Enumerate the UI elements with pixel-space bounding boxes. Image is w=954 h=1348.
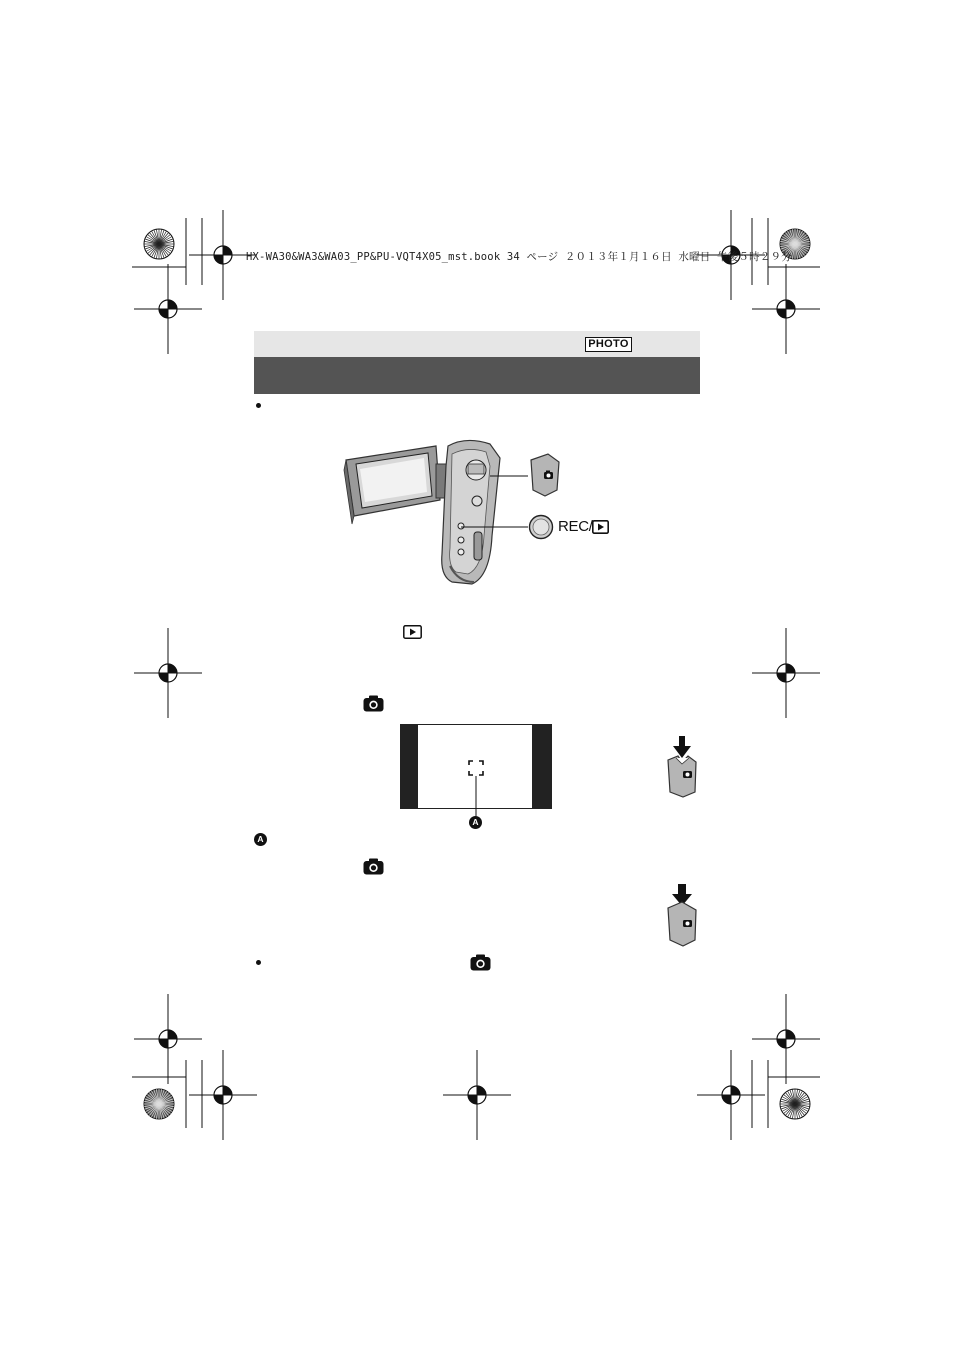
color-target	[780, 1089, 810, 1119]
callout-a-screen: A	[469, 816, 482, 829]
registration-crosshair	[443, 1050, 511, 1140]
full-press-illustration	[664, 884, 700, 948]
monitor-left-bar	[401, 725, 418, 808]
camera-icon	[363, 858, 384, 875]
callout-line	[474, 776, 478, 816]
registration-crosshair	[134, 994, 202, 1084]
camera-icon	[363, 695, 384, 712]
registration-crosshair	[752, 264, 820, 354]
shutter-button-closeup	[528, 452, 562, 498]
camera-icon	[470, 954, 491, 971]
registration-crosshair	[189, 1050, 257, 1140]
camera-illustration	[340, 436, 540, 588]
play-mode-icon	[403, 625, 422, 639]
registration-crosshair	[697, 1050, 765, 1140]
registration-crosshair	[752, 994, 820, 1084]
callout-a-legend: A	[254, 833, 267, 846]
print-header: HX-WA30&WA3&WA03_PP&PU-VQT4X05_mst.book 34 ページ ２０１３年１月１６日 水曜日 午後５時２９分	[246, 251, 792, 263]
play-icon	[592, 520, 609, 534]
focus-frame-icon	[468, 760, 484, 776]
bullet-1	[256, 403, 261, 408]
monitor-right-bar	[532, 725, 551, 808]
color-target	[144, 229, 174, 259]
color-target	[144, 1089, 174, 1119]
registration-crosshair	[134, 264, 202, 354]
rec-button-closeup	[528, 514, 554, 540]
half-press-illustration	[664, 736, 700, 798]
rec-play-label: REC/	[558, 518, 593, 535]
registration-crosshair	[134, 628, 202, 718]
registration-crosshair	[752, 628, 820, 718]
section-header-band	[254, 331, 700, 357]
photo-mode-badge: PHOTO	[585, 337, 632, 352]
bullet-2	[256, 960, 261, 965]
section-title-band	[254, 357, 700, 394]
